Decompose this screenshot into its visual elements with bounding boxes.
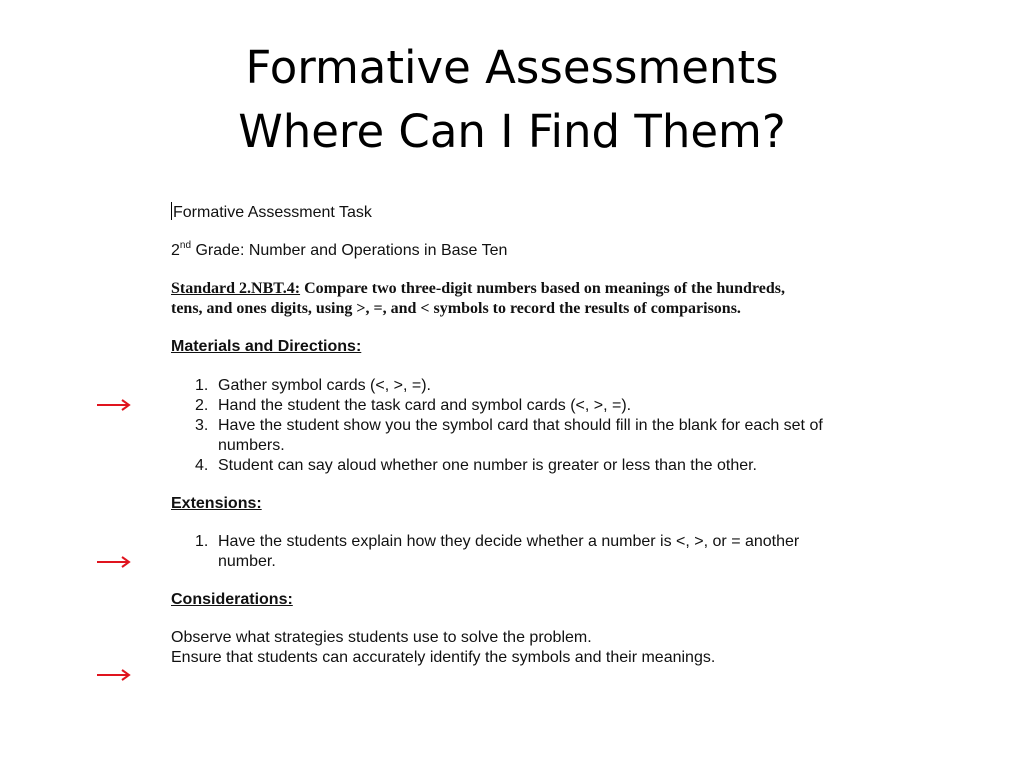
list-item-text: Student can say aloud whether one number is greater or less than the other. [218,457,757,474]
list-item-number: 1. [195,533,209,550]
right-arrow-icon [96,398,132,412]
list-item-number: 3. [195,417,209,434]
list-item-text: Have the student show you the symbol card that should fill in the blank for each set of numbers. [218,417,823,454]
list-item-text: Hand the student the task card and symbol cards (<, >, =). [218,397,632,414]
list-item [171,376,858,396]
standard-statement [171,279,811,319]
extensions-list [171,532,851,572]
list-item-number: 4. [195,457,209,474]
slide-title-line-2: Where Can I Find Them? [238,105,786,158]
text-cursor [171,202,172,220]
grade-domain: Grade: Number and Operations in Base Ten [191,242,508,259]
list-item [171,396,858,416]
standard-text: Compare two three-digit numbers based on meanings of the hundreds, tens, and ones digits, using >, =, and < symbols to record the results of comparisons. [171,280,785,317]
list-item-number: 1. [195,377,209,394]
list-item [171,416,858,456]
list-item [171,456,858,476]
directions-list [171,376,851,476]
considerations-line: Ensure that students can accurately identify the symbols and their meanings. [171,649,716,666]
extensions-heading: Extensions: [171,495,262,512]
considerations-line: Observe what strategies students use to solve the problem. [171,629,592,646]
grade-number: 2 [171,242,180,259]
considerations-heading: Considerations: [171,591,293,608]
list-item-number: 2. [195,397,209,414]
document-excerpt [171,202,851,668]
document-heading [171,202,851,223]
list-item [171,532,858,572]
grade-ordinal: nd [179,240,192,251]
slide-title [0,36,1024,164]
slide-title-line-1: Formative Assessments [245,41,779,94]
materials-heading: Materials and Directions: [171,338,362,355]
right-arrow-icon [96,555,132,569]
standard-code: Standard 2.NBT.4: [171,280,301,297]
right-arrow-icon [96,668,132,682]
list-item-text: Have the students explain how they decide whether a number is <, >, or = another number. [218,533,800,570]
document-heading-text: Formative Assessment Task [173,204,372,221]
list-item-text: Gather symbol cards (<, >, =). [218,377,431,394]
grade-line [171,241,851,261]
considerations-body [171,628,851,668]
